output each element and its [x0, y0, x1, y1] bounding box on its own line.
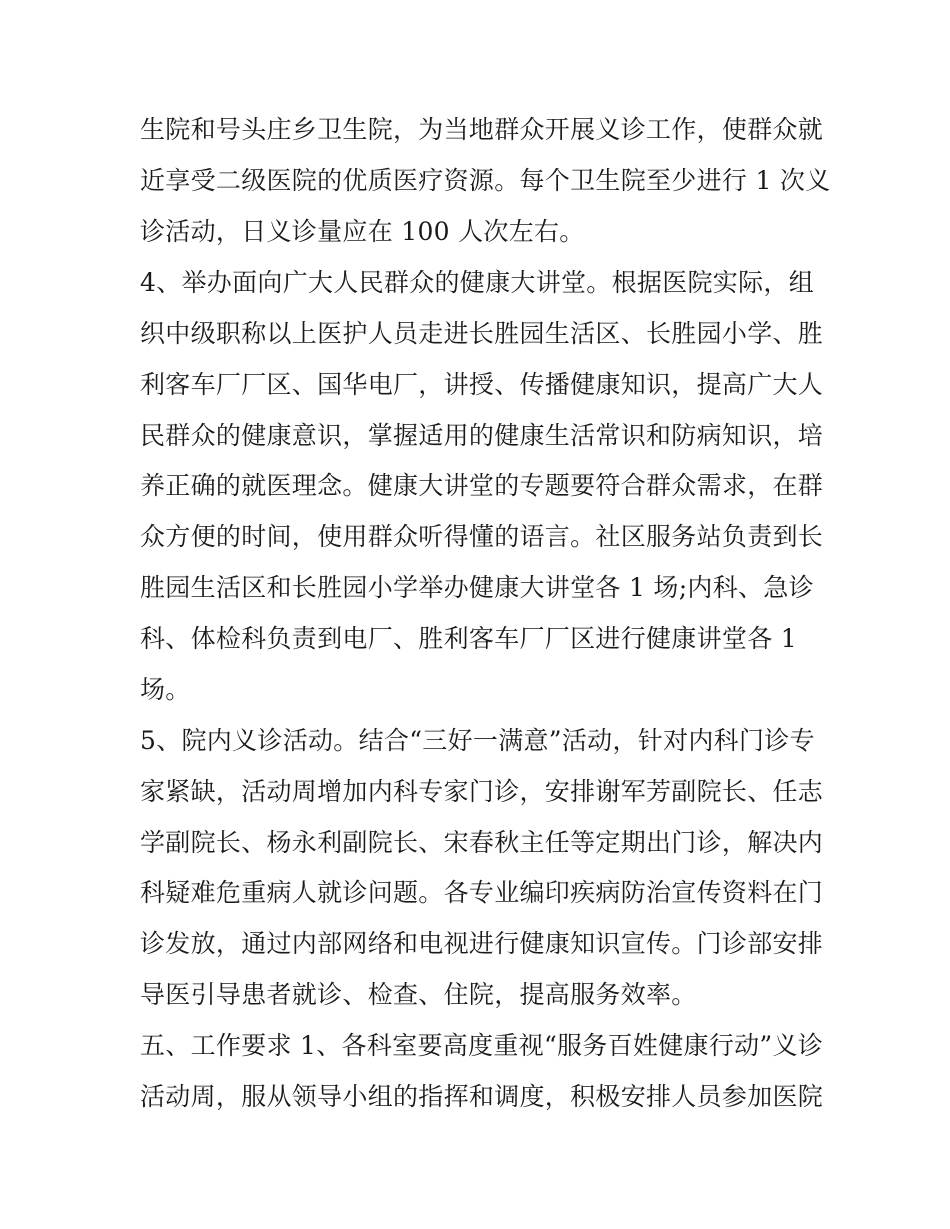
text-line-5: 织中级职称以上医护人员走进长胜园生活区、长胜园小学、胜	[140, 319, 824, 348]
text-line-12: 场。	[140, 675, 191, 704]
text-line-4: 4、举办面向广大人民群众的健康大讲堂。根据医院实际，组	[140, 268, 815, 297]
text-line-8: 养正确的就医理念。健康大讲堂的专题要符合群众需求，在群	[140, 471, 824, 500]
text-line-1: 生院和号头庄乡卫生院，为当地群众开展义诊工作，使群众就	[140, 115, 824, 144]
text-line-9: 众方便的时间，使用群众听得懂的语言。社区服务站负责到长	[140, 522, 824, 551]
text-line-15: 学副院长、杨永利副院长、宋春秋主任等定期出门诊，解决内	[140, 828, 824, 857]
text-line-7: 民群众的健康意识，掌握适用的健康生活常识和防病知识，培	[140, 421, 824, 450]
text-line-2: 近享受二级医院的优质医疗资源。每个卫生院至少进行 1 次义	[140, 166, 831, 195]
text-line-11: 科、体检科负责到电厂、胜利客车厂厂区进行健康讲堂各 1	[140, 624, 797, 653]
text-line-10: 胜园生活区和长胜园小学举办健康大讲堂各 1 场;内科、急诊	[140, 573, 814, 602]
text-line-14: 家紧缺，活动周增加内科专家门诊，安排谢军芳副院长、任志	[140, 777, 824, 806]
text-line-20: 活动周，服从领导小组的指挥和调度，积极安排人员参加医院	[140, 1082, 824, 1111]
text-line-17: 诊发放，通过内部网络和电视进行健康知识宣传。门诊部安排	[140, 929, 824, 958]
text-line-16: 科疑难危重病人就诊问题。各专业编印疾病防治宣传资料在门	[140, 878, 824, 907]
text-line-6: 利客车厂厂区、国华电厂，讲授、传播健康知识，提高广大人	[140, 370, 824, 399]
text-line-19: 五、工作要求 1、各科室要高度重视“服务百姓健康行动”义诊	[140, 1031, 824, 1060]
text-line-13: 5、院内义诊活动。结合“三好一满意”活动，针对内科门诊专	[140, 726, 815, 755]
text-line-18: 导医引导患者就诊、检查、住院，提高服务效率。	[140, 980, 697, 1009]
text-line-3: 诊活动，日义诊量应在 100 人次左右。	[140, 217, 585, 246]
